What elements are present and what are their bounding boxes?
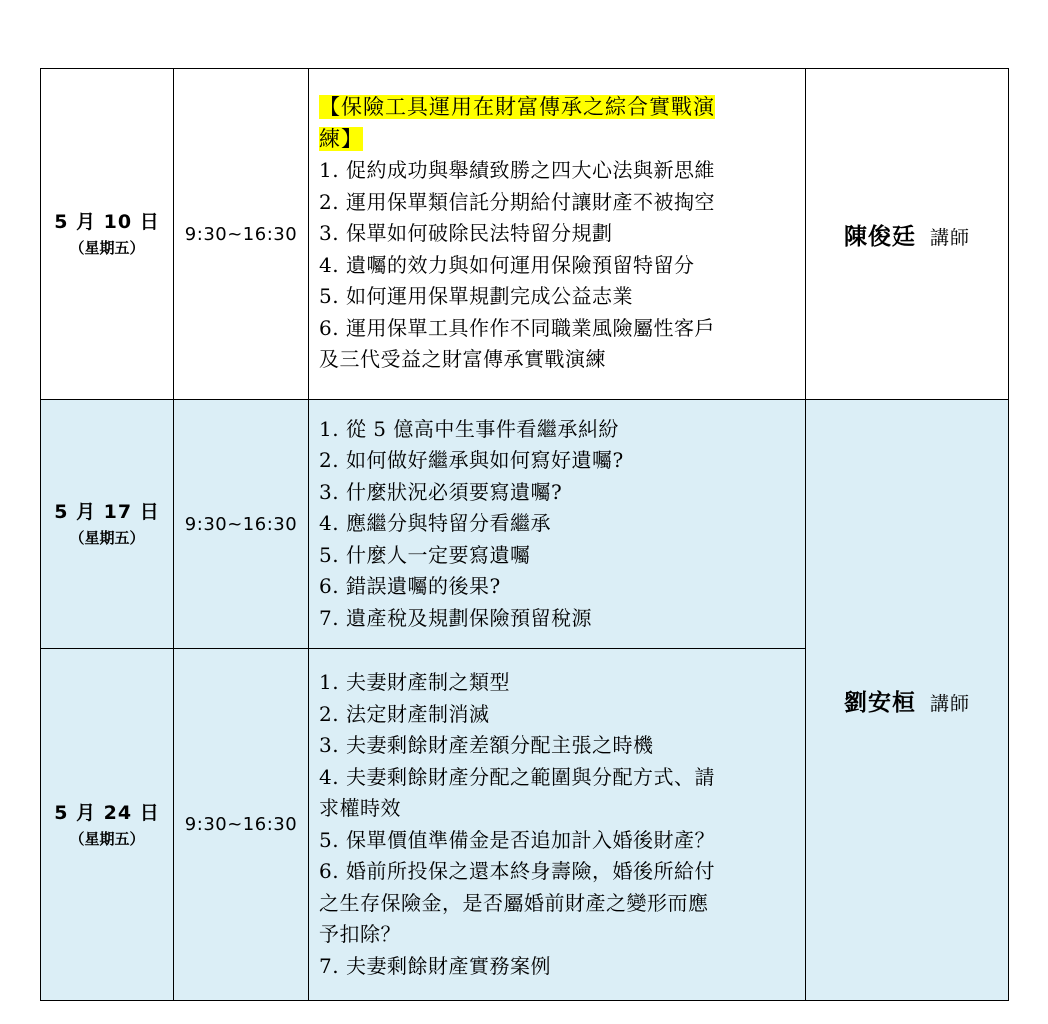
date-cell (41, 400, 174, 649)
topics-cell (309, 400, 806, 649)
table-row (41, 69, 1009, 400)
topic-item: 3. 什麼狀況必須要寫遺囑? (319, 479, 563, 504)
session-time: 9:30~16:30 (174, 69, 309, 400)
topics-cell (309, 69, 806, 400)
highlighted-headline: 練】 (319, 126, 363, 151)
topic-item: 7. 遺產稅及規劃保險預留稅源 (319, 605, 592, 630)
topic-item: 2. 法定財產制消滅 (319, 701, 490, 726)
topic-item: 及三代受益之財富傳承實戰演練 (319, 347, 606, 372)
session-weekday: （星期五） (69, 829, 145, 848)
speaker-title: 講師 (929, 226, 970, 249)
topics-cell (309, 649, 806, 1001)
speaker-name: 陳俊廷 (843, 223, 916, 250)
topic-item: 1. 從 5 億高中生事件看繼承糾紛 (319, 416, 619, 441)
topic-item: 7. 夫妻剩餘財產實務案例 (319, 953, 551, 978)
topic-item: 4. 遺囑的效力與如何運用保險預留特留分 (319, 252, 695, 277)
topic-item: 4. 夫妻剩餘財產分配之範圍與分配方式、請 (319, 764, 715, 789)
topic-item: 予扣除？ (319, 922, 401, 946)
speaker-title: 講師 (929, 692, 970, 715)
topic-item: 2. 如何做好繼承與如何寫好遺囑? (319, 448, 624, 473)
course-schedule-table (40, 68, 1009, 1001)
topic-item: 1. 夫妻財產制之類型 (319, 670, 510, 694)
speaker-cell (806, 400, 1009, 1001)
topic-item: 4. 應繼分與特留分看繼承 (319, 511, 551, 536)
session-weekday: （星期五） (69, 239, 145, 257)
topic-item: 之生存保險金，是否屬婚前財產之變形而應 (319, 890, 709, 915)
topic-item: 6. 錯誤遺囑的後果? (319, 574, 501, 599)
session-time: 9:30~16:30 (174, 649, 309, 1001)
topic-item: 5. 什麼人一定要寫遺囑 (319, 542, 531, 567)
session-time: 9:30~16:30 (174, 400, 309, 649)
topic-item: 6. 婚前所投保之還本終身壽險，婚後所給付 (319, 859, 715, 883)
date-cell (41, 649, 174, 1001)
topic-item: 6. 運用保單工具作作不同職業風險屬性客戶 (319, 315, 715, 340)
session-date: 5 月 24 日 (54, 801, 160, 824)
topic-item: 1. 促約成功與舉績致勝之四大心法與新思維 (319, 158, 715, 183)
speaker-name: 劉安桓 (843, 689, 916, 716)
topic-item: 2. 運用保單類信託分期給付讓財產不被掏空 (319, 189, 715, 214)
headline-line (319, 92, 799, 124)
topic-item: 5. 如何運用保單規劃完成公益志業 (319, 284, 633, 309)
highlighted-headline: 【保險工具運用在財富傳承之綜合實戰演 (319, 95, 715, 120)
session-date: 5 月 10 日 (54, 211, 160, 233)
topic-item: 3. 保單如何破除民法特留分規劃 (319, 221, 613, 246)
topic-item: 3. 夫妻剩餘財產差額分配主張之時機 (319, 733, 654, 757)
topic-item: 5. 保單價值準備金是否追加計入婚後財產？ (319, 827, 715, 852)
session-date: 5 月 17 日 (54, 501, 160, 523)
topic-item: 求權時效 (319, 796, 401, 820)
date-cell (41, 69, 174, 400)
speaker-cell (806, 69, 1009, 400)
table-row (41, 400, 1009, 649)
session-weekday: （星期五） (69, 529, 145, 547)
headline-line (319, 124, 799, 156)
